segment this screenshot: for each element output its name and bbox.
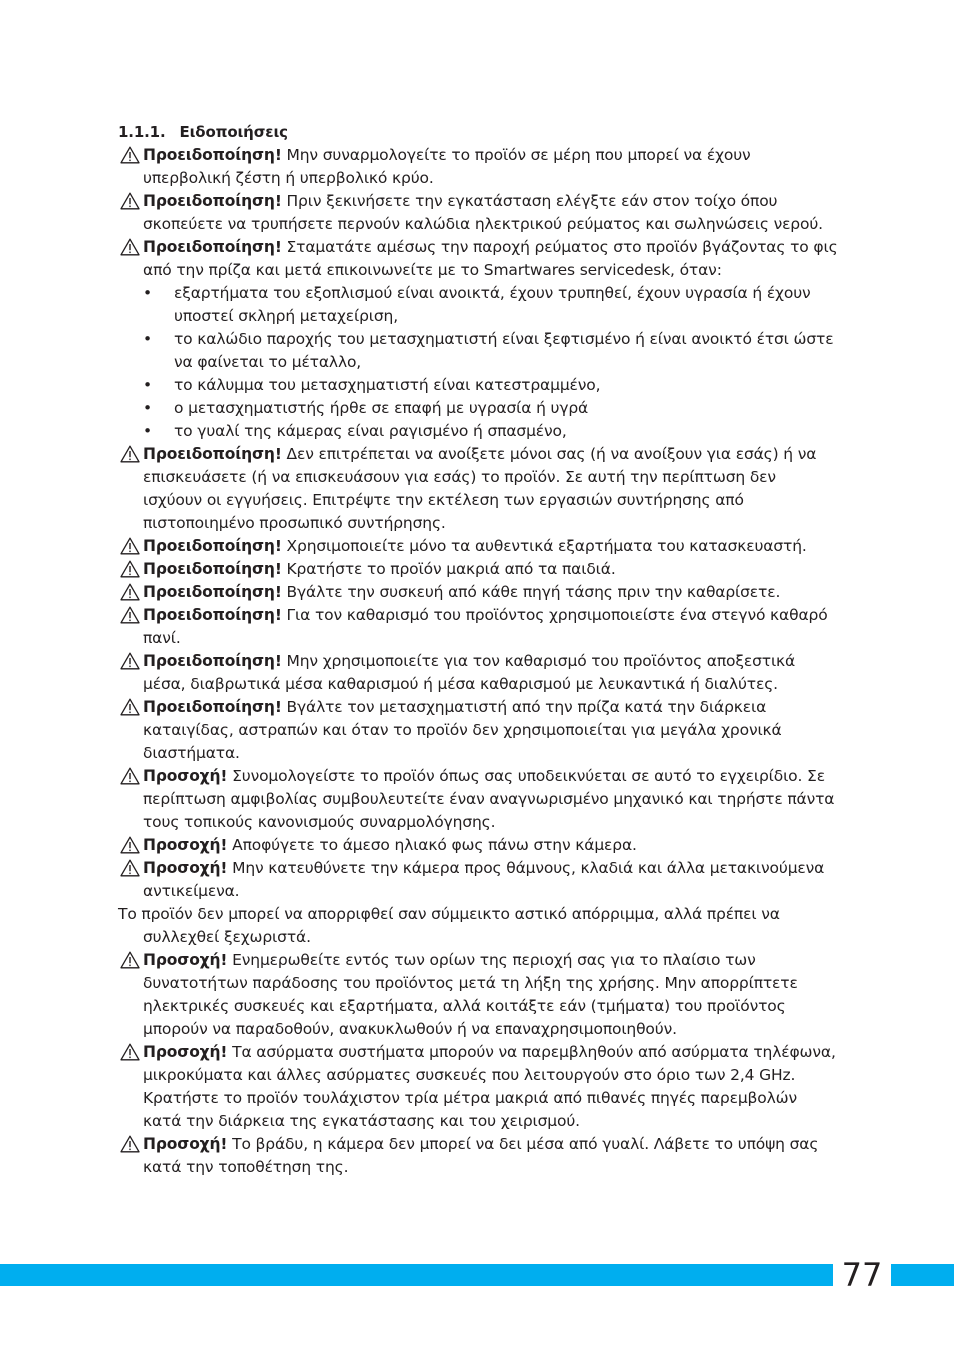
bullet-marker: •: [143, 399, 152, 417]
warning-item: [118, 581, 838, 604]
warning-label: Προειδοποίηση!: [143, 537, 282, 555]
warning-triangle-icon: [120, 652, 140, 670]
warning-label: Προειδοποίηση!: [143, 445, 282, 463]
warning-text: Κρατήστε το προϊόν μακριά από τα παιδιά.: [286, 560, 616, 578]
warnings-group-a: [118, 144, 838, 282]
warnings-group-b: [118, 443, 838, 903]
warning-triangle-icon: [120, 583, 140, 601]
warning-label: Προειδοποίηση!: [143, 146, 282, 164]
list-item: [143, 397, 838, 420]
bullet-marker: •: [143, 376, 152, 394]
warning-text: Μην κατευθύνετε την κάμερα προς θάμνους, κλαδιά και άλλα μετακινούμενα αντικείμενα.: [143, 859, 825, 900]
list-item: [143, 374, 838, 397]
bullet-marker: •: [143, 422, 152, 440]
warning-label: Προσοχή!: [143, 951, 228, 969]
warnings-group-c: [118, 949, 838, 1179]
list-item: [143, 420, 838, 443]
warning-triangle-icon: [120, 146, 140, 164]
warning-triangle-icon: [120, 445, 140, 463]
warning-triangle-icon: [120, 238, 140, 256]
warning-label: Προσοχή!: [143, 1043, 228, 1061]
warning-text: Μην συναρμολογείτε το προϊόν σε μέρη που μπορεί να έχουν υπερβολική ζέστη ή υπερβολικό κρύο.: [143, 146, 751, 187]
warning-item: [118, 1041, 838, 1133]
list-item: [143, 282, 838, 328]
warning-text: Δεν επιτρέπεται να ανοίξετε μόνοι σας (ή να ανοίξουν για εσάς) ή να επισκευάσετε (ή να επισκευάσουν για εσάς) το προϊόν. Σε αυτή την περίπτωση δεν ισχύουν οι εγγυήσεις. Επιτρέψτε την εκτέλεση των εργασιών συντήρησης από πιστοποιημένο προσωπικό συντήρησης.: [143, 445, 817, 532]
bullet-marker: •: [143, 284, 152, 302]
warning-triangle-icon: [120, 560, 140, 578]
list-item-text: το καλώδιο παροχής του μετασχηματιστή είναι ξεφτισμένο ή είναι ανοικτό έτσι ώστε να φαίνεται το μέταλλο,: [174, 330, 834, 371]
warning-label: Προσοχή!: [143, 767, 228, 785]
warning-label: Προσοχή!: [143, 1135, 228, 1153]
warning-triangle-icon: [120, 767, 140, 785]
warning-triangle-icon: [120, 1135, 140, 1153]
section-title: Ειδοποιήσεις: [179, 123, 288, 141]
warning-text: Μην χρησιμοποιείτε για τον καθαρισμό του προϊόντος αποξεστικά μέσα, διαβρωτικά μέσα καθαρισμού ή μέσα καθαρισμού με λευκαντικά ή διαλύτες.: [143, 652, 796, 693]
warning-item: [118, 604, 838, 650]
warning-label: Προειδοποίηση!: [143, 583, 282, 601]
warning-item: [118, 696, 838, 765]
document-body: [118, 121, 838, 1179]
warning-label: Προειδοποίηση!: [143, 192, 282, 210]
warning-text: Σταματάτε αμέσως την παροχή ρεύματος στο προϊόν βγάζοντας το φις από την πρίζα και μετά επικοινωνείτε με το Smartwares servicedesk, όταν:: [143, 238, 838, 279]
warning-item: [118, 949, 838, 1041]
warning-text: Πριν ξεκινήσετε την εγκατάσταση ελέγξτε εάν στον τοίχο όπου σκοπεύετε να τρυπήσετε περνούν καλώδια ηλεκτρικού ρεύματος και σωληνώσεις νερού.: [143, 192, 823, 233]
warning-item: [118, 236, 838, 282]
warning-text: Βγάλτε τον μετασχηματιστή από την πρίζα κατά την διάρκεια καταιγίδας, αστραπών και όταν το προϊόν δεν χρησιμοποιείται για μεγάλα χρονικά διαστήματα.: [143, 698, 782, 762]
warning-label: Προειδοποίηση!: [143, 698, 282, 716]
warning-item: [118, 1133, 838, 1179]
warning-label: Προσοχή!: [143, 836, 228, 854]
bullet-marker: •: [143, 330, 152, 348]
list-item: [143, 328, 838, 374]
footer-accent-bar: [0, 1264, 954, 1286]
warning-text: Για τον καθαρισμό του προϊόντος χρησιμοποιείστε ένα στεγνό καθαρό πανί.: [143, 606, 828, 647]
warning-triangle-icon: [120, 836, 140, 854]
warning-label: Προειδοποίηση!: [143, 652, 282, 670]
warning-triangle-icon: [120, 859, 140, 877]
warning-item: [118, 558, 838, 581]
section-number: 1.1.1.: [118, 123, 166, 141]
warning-item: [118, 144, 838, 190]
list-item-text: ο μετασχηματιστής ήρθε σε επαφή με υγρασία ή υγρά: [174, 399, 589, 417]
bullet-list: [118, 282, 838, 443]
warning-item: [118, 443, 838, 535]
warning-triangle-icon: [120, 1043, 140, 1061]
warning-item: [118, 765, 838, 834]
warning-item: [118, 190, 838, 236]
list-item-text: εξαρτήματα του εξοπλισμού είναι ανοικτά, έχουν τρυπηθεί, έχουν υγρασία ή έχουν υποστεί σκληρή μεταχείριση,: [174, 284, 811, 325]
warning-text: Βγάλτε την συσκευή από κάθε πηγή τάσης πριν την καθαρίσετε.: [286, 583, 781, 601]
list-item-text: το γυαλί της κάμερας είναι ραγισμένο ή σπασμένο,: [174, 422, 567, 440]
warning-item: [118, 535, 838, 558]
warning-text: Τα ασύρματα συστήματα μπορούν να παρεμβληθούν από ασύρματα τηλέφωνα, μικροκύματα και άλλες ασύρματες συσκευές που λειτουργούν στο όριο των 2,4 GHz. Κρατήστε το προϊόν τουλάχιστον τρία μέτρα μακριά από πιθανές πηγές παρεμβολών κατά την διάρκεια της εγκατάστασης και του χειρισμού.: [143, 1043, 836, 1130]
warning-item: [118, 857, 838, 903]
warning-text: Ενημερωθείτε εντός των ορίων της περιοχή σας για το πλαίσιο των δυνατοτήτων παράδοσης του προϊόντος μετά τη λήξη της χρήσης. Μην απορρίπτετε ηλεκτρικές συσκευές και εξαρτήματα, αλλά κοιτάξτε εάν (τμήματα) του προϊόντος μπορούν να παραδοθούν, ανακυκλωθούν ή να επαναχρησιμοποιηθούν.: [143, 951, 798, 1038]
warning-triangle-icon: [120, 698, 140, 716]
list-item-text: το κάλυμμα του μετασχηματιστή είναι κατεστραμμένο,: [174, 376, 601, 394]
warning-text: Συνομολογείστε το προϊόν όπως σας υποδεικνύεται σε αυτό το εγχειρίδιο. Σε περίπτωση αμφιβολίας συμβουλευτείτε έναν αναγνωρισμένο μηχανικό και τηρήστε πάντα τους τοπικούς κανονισμούς συναρμολόγησης.: [143, 767, 835, 831]
warning-item: [118, 834, 838, 857]
warning-triangle-icon: [120, 606, 140, 624]
warning-text: Αποφύγετε το άμεσο ηλιακό φως πάνω στην κάμερα.: [232, 836, 637, 854]
warning-triangle-icon: [120, 537, 140, 555]
page-number: 77: [833, 1255, 891, 1295]
warning-item: [118, 650, 838, 696]
warning-triangle-icon: [120, 192, 140, 210]
warning-label: Προειδοποίηση!: [143, 606, 282, 624]
warning-text: Χρησιμοποιείτε μόνο τα αυθεντικά εξαρτήματα του κατασκευαστή.: [286, 537, 807, 555]
section-heading: [118, 121, 838, 144]
warning-label: Προσοχή!: [143, 859, 228, 877]
warning-triangle-icon: [120, 951, 140, 969]
warning-text: Το βράδυ, η κάμερα δεν μπορεί να δει μέσα από γυαλί. Λάβετε το υπόψη σας κατά την τοποθέτηση της.: [143, 1135, 819, 1176]
warning-label: Προειδοποίηση!: [143, 238, 282, 256]
disposal-note: Το προϊόν δεν μπορεί να απορριφθεί σαν σύμμεικτο αστικό απόρριμμα, αλλά πρέπει να συλλεχθεί ξεχωριστά.: [118, 905, 780, 946]
warning-label: Προειδοποίηση!: [143, 560, 282, 578]
